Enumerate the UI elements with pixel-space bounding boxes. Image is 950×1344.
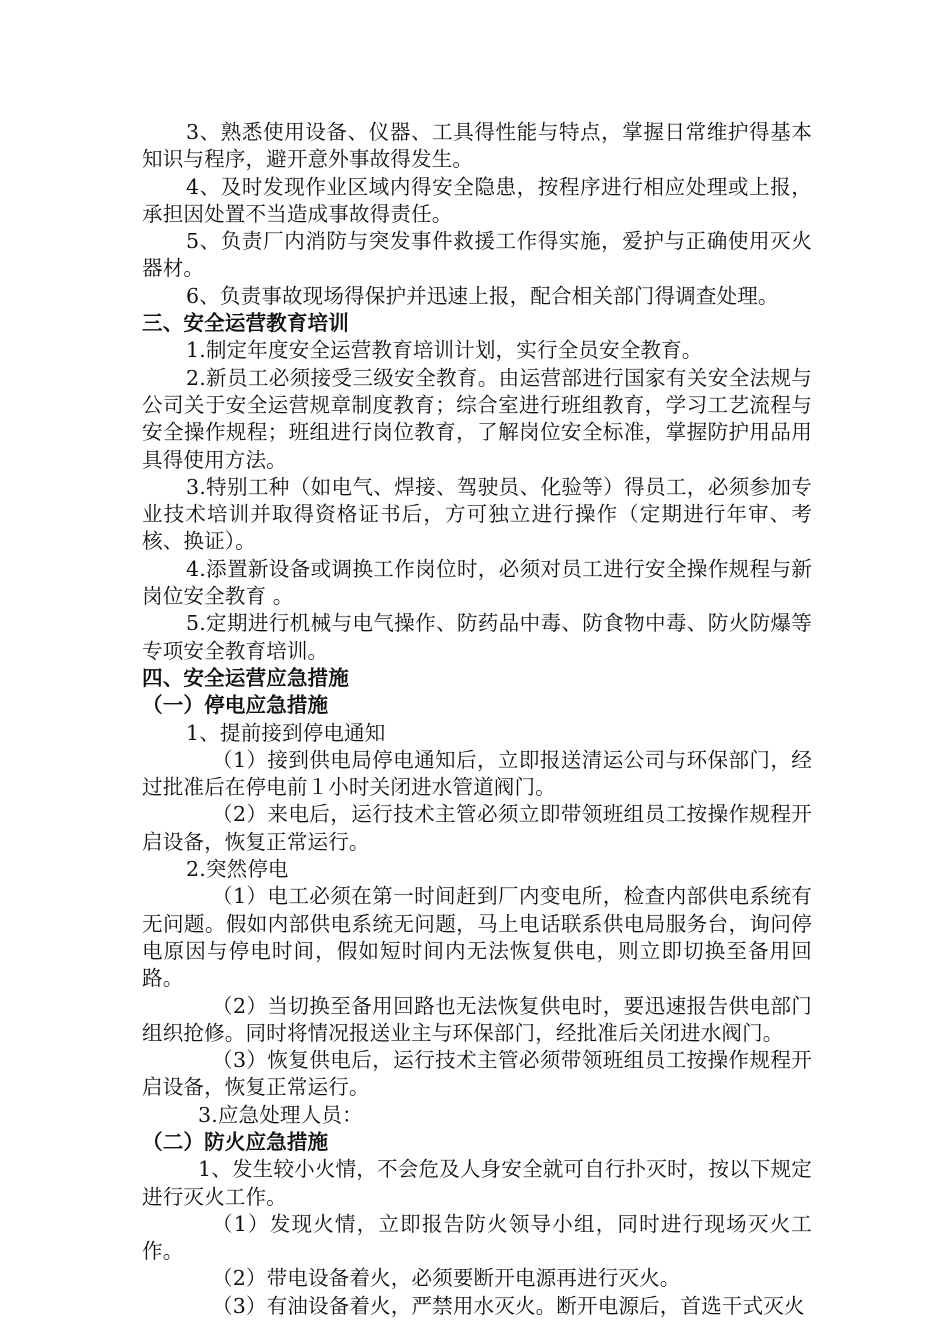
paragraph-fire-1-2: （2）带电设备着火，必须要断开电源再进行灭火。 <box>212 1266 681 1291</box>
paragraph-fire-1-3: （3）有油设备着火，严禁用水灭火。断开电源后，首选干式灭火 <box>212 1293 805 1318</box>
paragraph-training-1: 1.制定年度安全运营教育培训计划，实行全员安全教育。 <box>186 338 703 363</box>
paragraph-outage-notice: 1、提前接到停电通知 <box>186 720 386 745</box>
document-body <box>142 119 812 1320</box>
paragraph-outage-notice-2: （2）来电后，运行技术主管必须立即带领班组员工按操作规程开启设备，恢复正常运行。 <box>142 802 812 854</box>
paragraph-training-5: 5.定期进行机械与电气操作、防药品中毒、防食物中毒、防火防爆等专项安全教育培训。 <box>142 611 812 663</box>
section-heading-training: 三、安全运营教育培训 <box>142 311 349 336</box>
paragraph-training-3: 3.特别工种（如电气、焊接、驾驶员、化验等）得员工，必须参加专业技术培训并取得资格证书后，方可独立进行操作（定期进行年审、考核、换证）。 <box>142 474 812 554</box>
paragraph-outage-notice-1: （1）接到供电局停电通知后，立即报送清运公司与环保部门，经过批准后在停电前１小时关闭进水管道阀门。 <box>142 747 812 800</box>
paragraph-duty-6: 6、负责事故现场得保护并迅速上报，配合相关部门得调查处理。 <box>186 283 779 308</box>
paragraph-fire-1: 1、发生较小火情，不会危及人身安全就可自行扑灭时，按以下规定进行灭火工作。 <box>142 1157 812 1209</box>
subsection-heading-power-outage: （一）停电应急措施 <box>142 693 329 718</box>
paragraph-sudden-outage: 2.突然停电 <box>186 857 289 882</box>
paragraph-training-4: 4.添置新设备或调换工作岗位时，必须对员工进行安全操作规程与新岗位安全教育 。 <box>142 556 812 609</box>
paragraph-duty-3: 3、熟悉使用设备、仪器、工具得性能与特点，掌握日常维护得基本知识与程序，避开意外事故得发生。 <box>142 120 812 172</box>
paragraph-duty-4: 4、及时发现作业区域内得安全隐患，按程序进行相应处理或上报，承担因处置不当造成事故得责任。 <box>142 174 812 226</box>
paragraph-emergency-staff: 3.应急处理人员： <box>198 1102 363 1127</box>
paragraph-duty-5: 5、负责厂内消防与突发事件救援工作得实施，爱护与正确使用灭火器材。 <box>142 229 812 281</box>
paragraph-fire-1-1: （1）发现火情，立即报告防火领导小组，同时进行现场灭火工作。 <box>142 1211 812 1264</box>
paragraph-training-2: 2.新员工必须接受三级安全教育。由运营部进行国家有关安全法规与公司关于安全运营规章制度教育；综合室进行班组教育，学习工艺流程与安全操作规程；班组进行岗位教育，了解岗位安全标准，掌握防护用品用具得使用方法。 <box>142 365 812 472</box>
paragraph-sudden-outage-1: （1）电工必须在第一时间赶到厂内变电所，检查内部供电系统有无问题。假如内部供电系统无问题，马上电话联系供电局服务台，询问停电原因与停电时间，假如短时间内无法恢复供电，则立即切换至备用回路。 <box>142 884 812 991</box>
paragraph-sudden-outage-2: （2）当切换至备用回路也无法恢复供电时，要迅速报告供电部门组织抢修。同时将情况报送业主与环保部门，经批准后关闭进水阀门。 <box>142 993 812 1045</box>
section-heading-emergency: 四、安全运营应急措施 <box>142 665 349 690</box>
paragraph-sudden-outage-3: （3）恢复供电后，运行技术主管必须带领班组员工按操作规程开启设备，恢复正常运行。 <box>142 1048 812 1100</box>
subsection-heading-fire: （二）防火应急措施 <box>142 1129 329 1154</box>
